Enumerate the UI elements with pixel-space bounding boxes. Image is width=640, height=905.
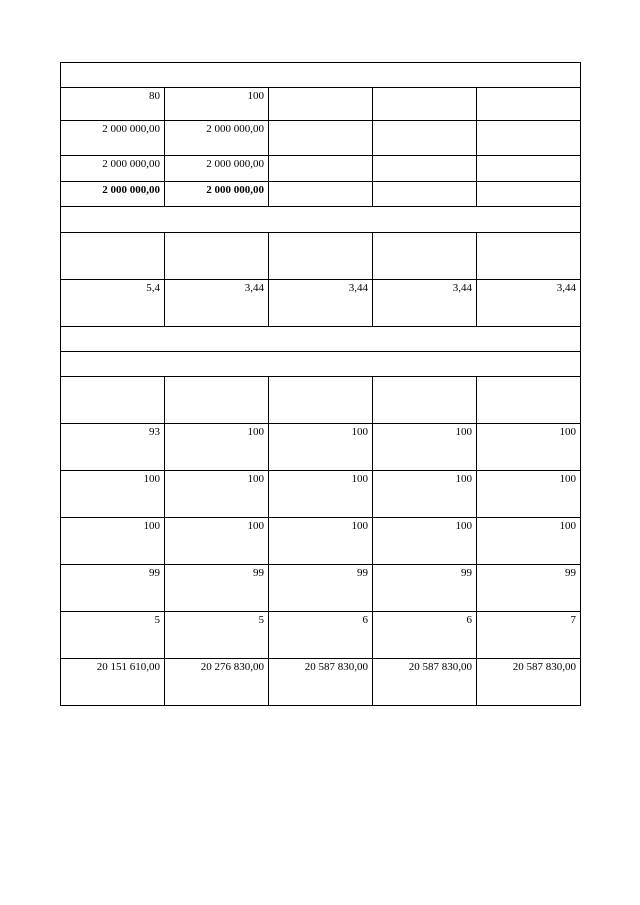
table-cell-col-3: 100 — [269, 424, 373, 471]
table-cell-col-5: 3,44 — [477, 280, 581, 327]
table-cell-col-3: 100 — [269, 518, 373, 565]
table-row — [61, 518, 581, 565]
table-cell-col-1 — [61, 233, 165, 280]
table-cell-col-2: 20 276 830,00 — [165, 659, 269, 706]
table-cell-col-5 — [477, 233, 581, 280]
table-cell-col-5 — [477, 377, 581, 424]
table-cell-col-2: 100 — [165, 88, 269, 121]
table-cell-col-3: 6 — [269, 612, 373, 659]
table-cell-col-1: 100 — [61, 471, 165, 518]
table-cell-col-2: 2 000 000,00 — [165, 156, 269, 182]
table-cell-col-2: 2 000 000,00 — [165, 182, 269, 207]
table-row — [61, 377, 581, 424]
table-cell-col-4: 100 — [373, 424, 477, 471]
table-cell-col-2: 100 — [165, 424, 269, 471]
table-cell-col-3: 100 — [269, 471, 373, 518]
table-cell-col-4: 6 — [373, 612, 477, 659]
table-cell-col-3 — [269, 156, 373, 182]
table-cell-col-5 — [477, 121, 581, 156]
table-cell-col-1: 2 000 000,00 — [61, 121, 165, 156]
table-cell-col-4 — [373, 88, 477, 121]
table-cell-col-1 — [61, 377, 165, 424]
table-cell-col-3 — [269, 233, 373, 280]
table-cell-col-2 — [165, 233, 269, 280]
table-cell-col-2: 99 — [165, 565, 269, 612]
table-cell-col-3 — [269, 88, 373, 121]
table-cell-col-2: 3,44 — [165, 280, 269, 327]
table-cell-col-4 — [373, 121, 477, 156]
table-cell-col-1: 99 — [61, 565, 165, 612]
table-cell-col-5: 99 — [477, 565, 581, 612]
table-cell-col-3: 99 — [269, 565, 373, 612]
table-row — [61, 182, 581, 207]
table-cell-col-1: 5 — [61, 612, 165, 659]
table-cell-col-4 — [373, 156, 477, 182]
table-cell-col-2 — [165, 377, 269, 424]
table-row — [61, 471, 581, 518]
table-cell-col-1: 2 000 000,00 — [61, 182, 165, 207]
table-row — [61, 612, 581, 659]
table-cell-col-1: 93 — [61, 424, 165, 471]
section-row — [61, 63, 581, 88]
table-cell-col-4 — [373, 182, 477, 207]
section-row — [61, 207, 581, 233]
section-cell — [61, 327, 581, 352]
table-row — [61, 565, 581, 612]
table-row — [61, 659, 581, 706]
table-cell-col-4: 99 — [373, 565, 477, 612]
table-cell-col-3: 20 587 830,00 — [269, 659, 373, 706]
table-row — [61, 280, 581, 327]
table-cell-col-5: 100 — [477, 424, 581, 471]
table-cell-col-5: 7 — [477, 612, 581, 659]
table-body — [61, 63, 581, 706]
table-cell-col-5 — [477, 156, 581, 182]
table-cell-col-1: 80 — [61, 88, 165, 121]
table-cell-col-4 — [373, 233, 477, 280]
table-cell-col-4: 100 — [373, 518, 477, 565]
table-row — [61, 121, 581, 156]
table-cell-col-4: 100 — [373, 471, 477, 518]
table-cell-col-2: 100 — [165, 471, 269, 518]
table-cell-col-1: 5,4 — [61, 280, 165, 327]
table-cell-col-1: 2 000 000,00 — [61, 156, 165, 182]
table-cell-col-5 — [477, 182, 581, 207]
table-cell-col-3: 3,44 — [269, 280, 373, 327]
table-row — [61, 424, 581, 471]
table-cell-col-4 — [373, 377, 477, 424]
table-cell-col-3 — [269, 121, 373, 156]
table-cell-col-4: 20 587 830,00 — [373, 659, 477, 706]
section-cell — [61, 207, 581, 233]
section-cell — [61, 63, 581, 88]
section-row — [61, 352, 581, 377]
table-row — [61, 156, 581, 182]
table-cell-col-4: 3,44 — [373, 280, 477, 327]
table-cell-col-3 — [269, 182, 373, 207]
table-cell-col-2: 2 000 000,00 — [165, 121, 269, 156]
table-cell-col-2: 100 — [165, 518, 269, 565]
table-cell-col-5: 100 — [477, 518, 581, 565]
table-cell-col-1: 20 151 610,00 — [61, 659, 165, 706]
data-table — [60, 62, 581, 706]
table-cell-col-1: 100 — [61, 518, 165, 565]
section-cell — [61, 352, 581, 377]
table-cell-col-3 — [269, 377, 373, 424]
table-cell-col-5 — [477, 88, 581, 121]
table-cell-col-2: 5 — [165, 612, 269, 659]
table-row — [61, 88, 581, 121]
table-cell-col-5: 20 587 830,00 — [477, 659, 581, 706]
section-row — [61, 327, 581, 352]
table-row — [61, 233, 581, 280]
table-cell-col-5: 100 — [477, 471, 581, 518]
